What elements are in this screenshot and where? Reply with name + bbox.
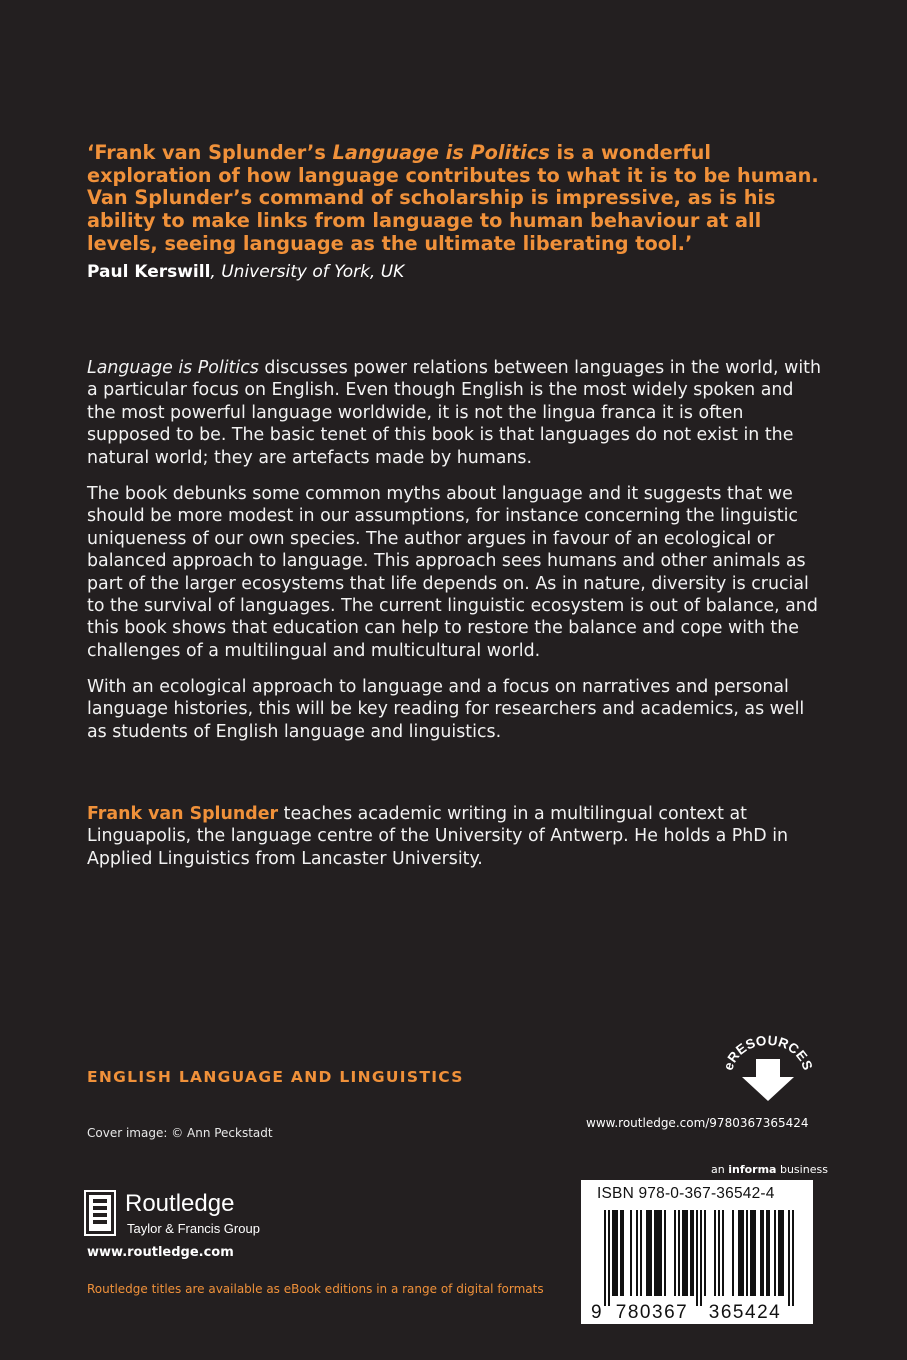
barcode-bar (654, 1210, 656, 1296)
description-paragraph-3: With an ecological approach to language and a focus on narratives and personal language histories, this will be key reading for researchers and academics, as well as students of English language and linguistics. (87, 677, 805, 742)
barcode-bar (696, 1210, 698, 1306)
barcode-bar (788, 1210, 790, 1306)
author-name: Frank van Splunder (87, 804, 279, 824)
description-book-title: Language is Politics (87, 358, 259, 378)
endorsement-quote (87, 142, 827, 256)
barcode-bar (658, 1210, 660, 1296)
barcode-bar (690, 1210, 692, 1296)
barcode-bar (752, 1210, 754, 1296)
barcode-bar (682, 1210, 684, 1296)
barcode-bar (614, 1210, 616, 1296)
description-paragraph-2: The book debunks some common myths about language and it suggests that we should be more modest in our assumptions, for instance concerning the linguistic uniqueness of our own species. The author argues in favour of an ecological or balanced approach to language. This approach sees humans and other animals as part of the larger ecosystems that life depends on. As in nature, diversity is crucial to the survival of languages. The current linguistic ecosystem is out of balance, and this book shows that education can help to restore the balance and cope with the challenges of a multilingual and multicultural world. (87, 484, 818, 661)
description-p1-text: discusses power relations between languages in the world, with a particular focus on English. Even though English is the most widely spoken and the most powerful language worldwide, it is not the lingua franca it is often supposed to be. The basic tenet of this book is that languages do not exist in the natural world; they are artefacts made by humans. (87, 358, 821, 468)
barcode-bar (660, 1210, 662, 1296)
quote-text-start: ‘Frank van Splunder’s (87, 141, 333, 164)
barcode-bar (750, 1210, 752, 1296)
barcode-bar (604, 1210, 606, 1306)
barcode-bar (722, 1210, 724, 1296)
series-label: ENGLISH LANGUAGE AND LINGUISTICS (87, 1068, 464, 1086)
barcode-bar (740, 1210, 742, 1296)
author-bio (87, 803, 827, 870)
barcode-bar (766, 1210, 768, 1296)
publisher-website[interactable]: www.routledge.com (87, 1245, 234, 1260)
barcode-bar (620, 1210, 622, 1296)
barcode-bar (746, 1210, 748, 1296)
ebook-note: Routledge titles are available as eBook editions in a range of digital formats (87, 1282, 544, 1296)
author-bio-text: teaches academic writing in a multilingual context at Linguapolis, the language centre of the University of Antwerp. He holds a PhD in Applied Linguistics from Lancaster University. (87, 804, 789, 869)
eresources-url[interactable]: www.routledge.com/9780367365424 (586, 1116, 809, 1130)
barcode-bar (700, 1210, 702, 1306)
cover-image-credit: Cover image: © Ann Peckstadt (87, 1126, 273, 1140)
quote-text-end: is a wonderful exploration of how language contributes to what it is to be human. Van Splunder’s command of scholarship is impressive, as is his ability to make links from language to human behaviour at all levels, seeing language as the ultimate liberating tool.’ (87, 141, 819, 255)
barcode-bar (616, 1210, 618, 1296)
barcode-bar (732, 1210, 734, 1296)
description-paragraph-1 (87, 357, 827, 469)
barcode-bar (678, 1210, 680, 1296)
barcode-bar (664, 1210, 666, 1296)
barcode-bar (792, 1210, 794, 1306)
barcode-bar (762, 1210, 764, 1296)
barcode-bar (760, 1210, 762, 1296)
barcode-bar (774, 1210, 776, 1296)
informa-business-tag (711, 1163, 828, 1176)
barcode-digits-left: 780367 (615, 1302, 689, 1323)
barcode-bar (718, 1210, 720, 1296)
barcode-bar (656, 1210, 658, 1296)
routledge-logo-icon (84, 1190, 116, 1236)
barcode-bar (612, 1210, 614, 1296)
publisher-name: Routledge (125, 1190, 235, 1217)
barcode-bar (782, 1210, 784, 1296)
barcode-bar (686, 1210, 688, 1296)
barcode-bar (622, 1210, 624, 1296)
informa-suffix: business (776, 1163, 828, 1176)
barcode-bar (646, 1210, 648, 1296)
informa-prefix: an (711, 1163, 729, 1176)
isbn-barcode (581, 1180, 813, 1324)
barcode-bar (608, 1210, 610, 1306)
quote-book-title: Language is Politics (332, 141, 550, 164)
barcode-bar (780, 1210, 782, 1296)
barcode-bar (742, 1210, 744, 1296)
barcode-first-digit: 9 (591, 1302, 602, 1323)
isbn-label: ISBN 978-0-367-36542-4 (597, 1185, 775, 1202)
eresources-download-icon (718, 1035, 818, 1105)
barcode-bar (648, 1210, 650, 1296)
informa-name: informa (728, 1163, 777, 1176)
barcode-bar (640, 1210, 642, 1296)
barcode-bar (754, 1210, 756, 1296)
barcode-bar (636, 1210, 638, 1296)
quote-author: Paul Kerswill (87, 262, 211, 282)
barcode-bar (714, 1210, 716, 1296)
barcode-bar (692, 1210, 694, 1296)
publisher-group: Taylor & Francis Group (127, 1221, 260, 1236)
barcode-bar (738, 1210, 740, 1296)
barcode-bar (674, 1210, 676, 1296)
barcode-bar (630, 1210, 632, 1296)
quote-attribution (87, 261, 827, 283)
barcode-bar (650, 1210, 652, 1296)
barcode-bar (768, 1210, 770, 1296)
barcode-bar (778, 1210, 780, 1296)
barcode-bar (684, 1210, 686, 1296)
quote-affiliation: , University of York, UK (210, 262, 405, 282)
eresources-label: eRESOURCES (720, 1035, 816, 1073)
barcode-bar (704, 1210, 706, 1296)
barcode-digits-right: 365424 (708, 1302, 782, 1323)
